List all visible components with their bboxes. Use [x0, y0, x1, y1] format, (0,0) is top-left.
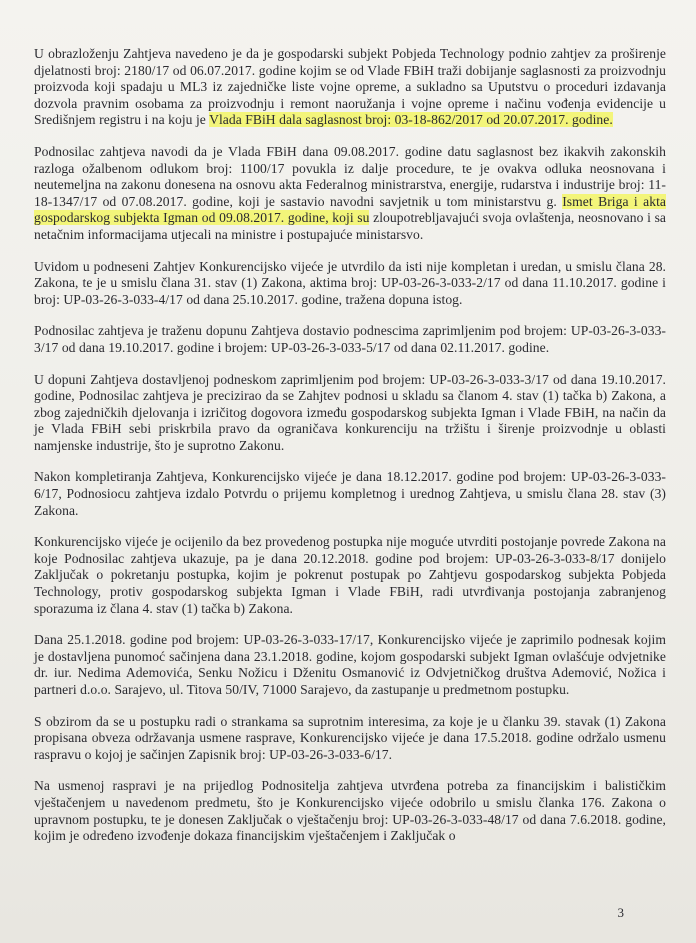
text-segment: zloupotrebljavajući svoja ovlaštenja, neosnovano i sa netačnim informacijama utjecali na ministre i postupajuće ministarsvo. [34, 210, 666, 242]
paragraph-8 [34, 632, 666, 698]
paragraph-6 [34, 469, 666, 519]
text-segment: Na usmenoj raspravi je na prijedlog Podnositelja zahtjeva utvrđena potreba za financijskim i balističkim vještačenjem u navedenom predmetu, što je Konkurencijsko vijeće odobrilo u smislu članka 176. Zakona o upravnom postupku, te je donesen Zaključak o vještačenju broj: UP-03-26-3-033-48/17 od dana 7.6.2018. godine, kojim je određeno izvođenje dokaza financijskim vještačenjem i Zaključak o [34, 778, 666, 844]
text-segment: U obrazloženju Zahtjeva navedeno je da je gospodarski subjekt Pobjeda Technology podnio zahtjev za proširenje djelatnosti broj: 2180/17 od 06.07.2017. godine kojim se od Vlade FBiH traži dobijanje saglasnosti za proizvodnju proizvoda koji spadaju u ML3 iz zajedničke liste vojne opreme, a sukladno sa Uputstvu o proceduri izdavanja dozvola pravnim osobama za proizvodnju i remont naoružanja i vojne opreme i načinu vođenja evidencije u Središnjem registru i na koju je [34, 46, 666, 128]
text-segment: Uvidom u podneseni Zahtjev Konkurencijsko vijeće je utvrdilo da isti nije kompletan i uredan, u smislu člana 28. Zakona, te je u smislu člana 31. stav (1) Zakona, aktima broj: UP-03-26-3-033-2/17 od dana 11.10.2017. godine i broj: UP-03-26-3-033-4/17 od dana 25.10.2017. godine, tražena dopuna istog. [34, 258, 666, 307]
text-segment: S obzirom da se u postupku radi o strankama sa suprotnim interesima, za koje je u članku 39. stavak (1) Zakona propisana obveza održavanja usmene rasprave, Konkurencijsko vijeće je dana 17.5.2018. godine održalo usmenu raspravu o kojoj je sačinjen Zapisnik broj: UP-03-26-3-033-6/17. [34, 713, 666, 762]
text-segment: Nakon kompletiranja Zahtjeva, Konkurencijsko vijeće je dana 18.12.2017. godine pod brojem: UP-03-26-3-033-6/17, Podnosiocu zahtjeva izdalo Potvrdu o prijemu kompletnog i urednog Zahtjeva, u smislu člana 28. stav (3) Zakona. [34, 469, 666, 518]
paragraph-9 [34, 714, 666, 764]
highlighted-text: Vlada FBiH dala saglasnost broj: 03-18-862/2017 od 20.07.2017. godine. [209, 112, 613, 128]
paragraph-10 [34, 778, 666, 844]
paragraph-7 [34, 534, 666, 617]
text-segment: Konkurencijsko vijeće je ocijenilo da bez provedenog postupka nije moguće utvrditi postojanje povrede Zakona na koje Podnosilac zahtjeva ukazuje, pa je dana 20.12.2018. godine pod brojem: UP-03-26-3-033-8/17 donijelo Zaključak o pokretanju postupka, kojim je pokrenut postupak po Zahtjevu gospodarskog subjekta Pobjeda Technology, protiv gospodarskog subjekta Igman i Vlade FBiH, radi utvrđivanja postojanja zabranjenog sporazuma iz člana 4. stav (1) tačka b) Zakona. [34, 534, 666, 616]
paragraph-1 [34, 46, 666, 129]
page-number: 3 [617, 905, 624, 920]
text-segment: Dana 25.1.2018. godine pod brojem: UP-03-26-3-033-17/17, Konkurencijsko vijeće je zaprimilo podnesak kojim je dostavljena punomoć sačinjena dana 23.1.2018. godine, kojom gospodarski subjekt Igman ovlašćuje odvjetnike dr. iur. Nedima Ademovića, Senku Nožicu i Dženitu Osmanović iz Odvjetničkog društva Ademović, Nožica i partneri d.o.o. Sarajevo, ul. Titova 50/IV, 71000 Sarajevo, da zastupanje u predmetnom postupku. [34, 632, 666, 697]
text-segment: Podnosilac zahtjeva je traženu dopunu Zahtjeva dostavio podnescima zaprimljenim pod brojem: UP-03-26-3-033-3/17 od dana 19.10.2017. godine i brojem: UP-03-26-3-033-5/17 od dana 02.11.2017. godine. [34, 323, 666, 355]
highlighted-text: Ismet Briga i akta gospodarskog subjekta Igman od 09.08.2017. godine, koji su [34, 193, 666, 226]
paragraph-5 [34, 372, 666, 455]
paragraph-4 [34, 323, 666, 356]
text-segment: U dopuni Zahtjeva dostavljenoj podneskom zaprimljenim pod brojem: UP-03-26-3-033-3/17 od dana 19.10.2017. godine, Podnosilac zahtjeva je precizirao da se Zahjtev podnosi u skladu sa članom 4. stav (1) tačka b) Zakona, a zbog zajedničkih djelovanja i izričitog dogovora između gospodarskog subjekta Igman i Vlade FBiH, na način da je Vlada FBiH sebi priskrbila pravo da ograničava konkurenciju na tržištu i širenje proizvodnje u oblasti namjenske industrije, što je suprotno Zakonu. [34, 371, 666, 453]
text-segment: Podnosilac zahtjeva navodi da je Vlada FBiH dana 09.08.2017. godine datu saglasnost bez ikakvih zakonskih razloga ožalbenom odlukom broj: 1100/17 povukla iz dalje procedure, te je ovakva odluka neosnovana i neutemeljna na zakonu donesena na osnovu akta Federalnog ministrarstva, energije, rudarstva i industrije broj: 11-18-1347/17 od 07.08.2017. godine, koji je sastavio navodni savjetnik u tom ministarstvu g. [34, 143, 666, 209]
paragraph-2 [34, 144, 666, 244]
paragraph-3 [34, 259, 666, 309]
